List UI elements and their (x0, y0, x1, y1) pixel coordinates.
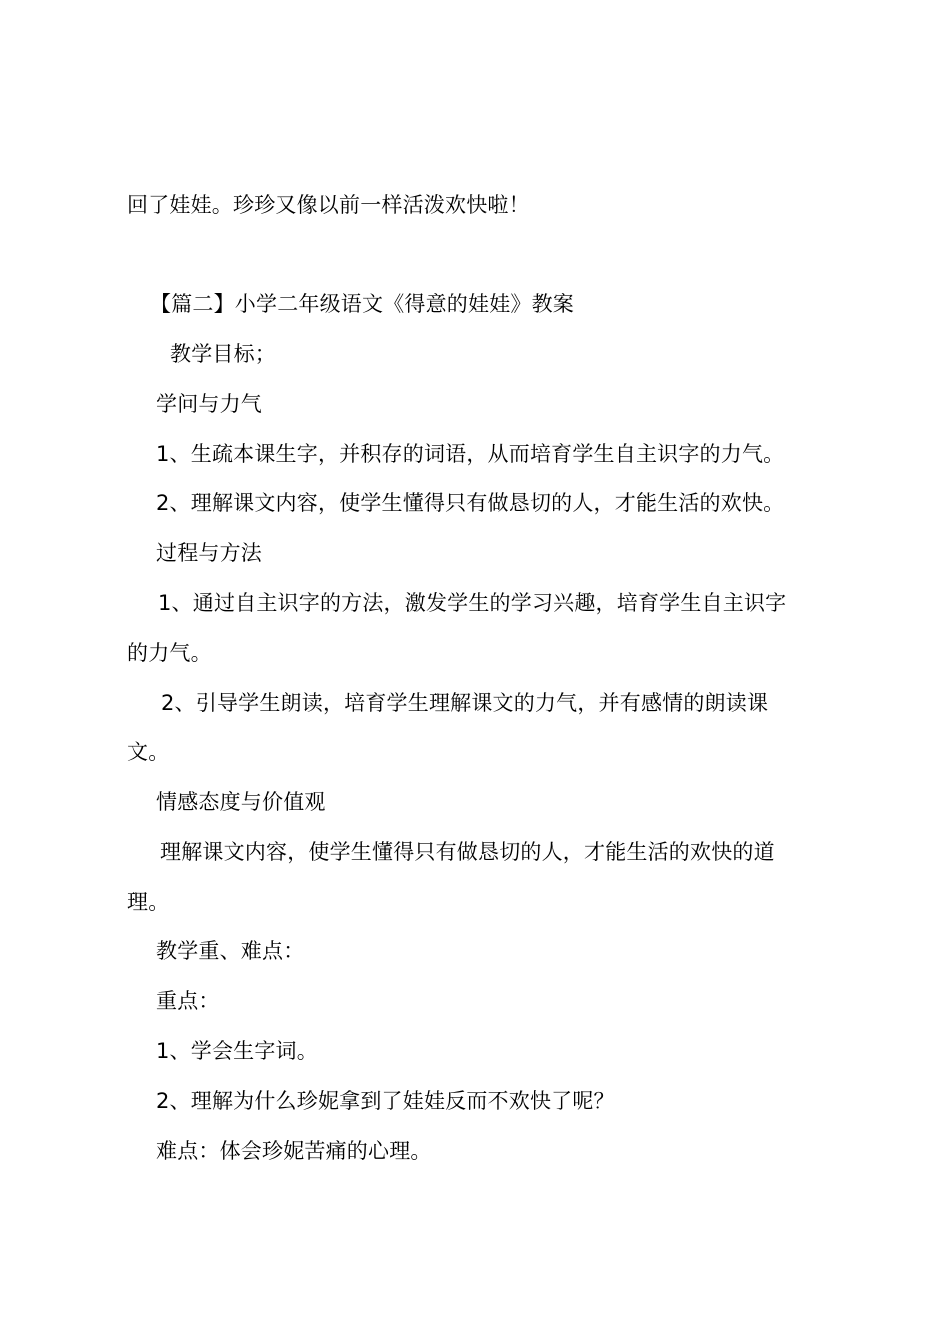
paragraph-item: 1、学会生字词。 (156, 1039, 318, 1063)
paragraph-item: 2、引导学生朗读，培育学生理解课文的力气，并有感情的朗读课 (161, 691, 769, 715)
heading-teaching-goals: 教学目标； (170, 342, 276, 366)
paragraph-continuation: 文。 (127, 740, 170, 764)
paragraph-item: 理解课文内容，使学生懂得只有做恳切的人，才能生活的欢快的道 (160, 840, 775, 864)
paragraph-continuation: 的力气。 (127, 641, 212, 665)
subheading-attitude: 情感态度与价值观 (156, 790, 326, 814)
subheading-knowledge: 学问与力气 (156, 392, 262, 416)
paragraph-item: 2、理解课文内容，使学生懂得只有做恳切的人，才能生活的欢快。 (156, 491, 785, 515)
text-line-continuation: 回了娃娃。珍珍又像以前一样活泼欢快啦！ (127, 193, 530, 217)
subheading-key-point: 重点： (156, 989, 220, 1013)
paragraph-difficulty: 难点：体会珍妮苦痛的心理。 (156, 1139, 432, 1163)
paragraph-item: 2、理解为什么珍妮拿到了娃娃反而不欢快了呢？ (156, 1089, 615, 1113)
section-heading: 【篇二】小学二年级语文《得意的娃娃》教案 (150, 292, 574, 316)
paragraph-item: 1、通过自主识字的方法，激发学生的学习兴趣，培育学生自主识字 (158, 591, 787, 615)
heading-key-difficult: 教学重、难点： (156, 939, 305, 963)
subheading-process: 过程与方法 (156, 541, 262, 565)
paragraph-item: 1、生疏本课生字，并积存的词语，从而培育学生自主识字的力气。 (156, 442, 785, 466)
paragraph-continuation: 理。 (127, 890, 170, 914)
